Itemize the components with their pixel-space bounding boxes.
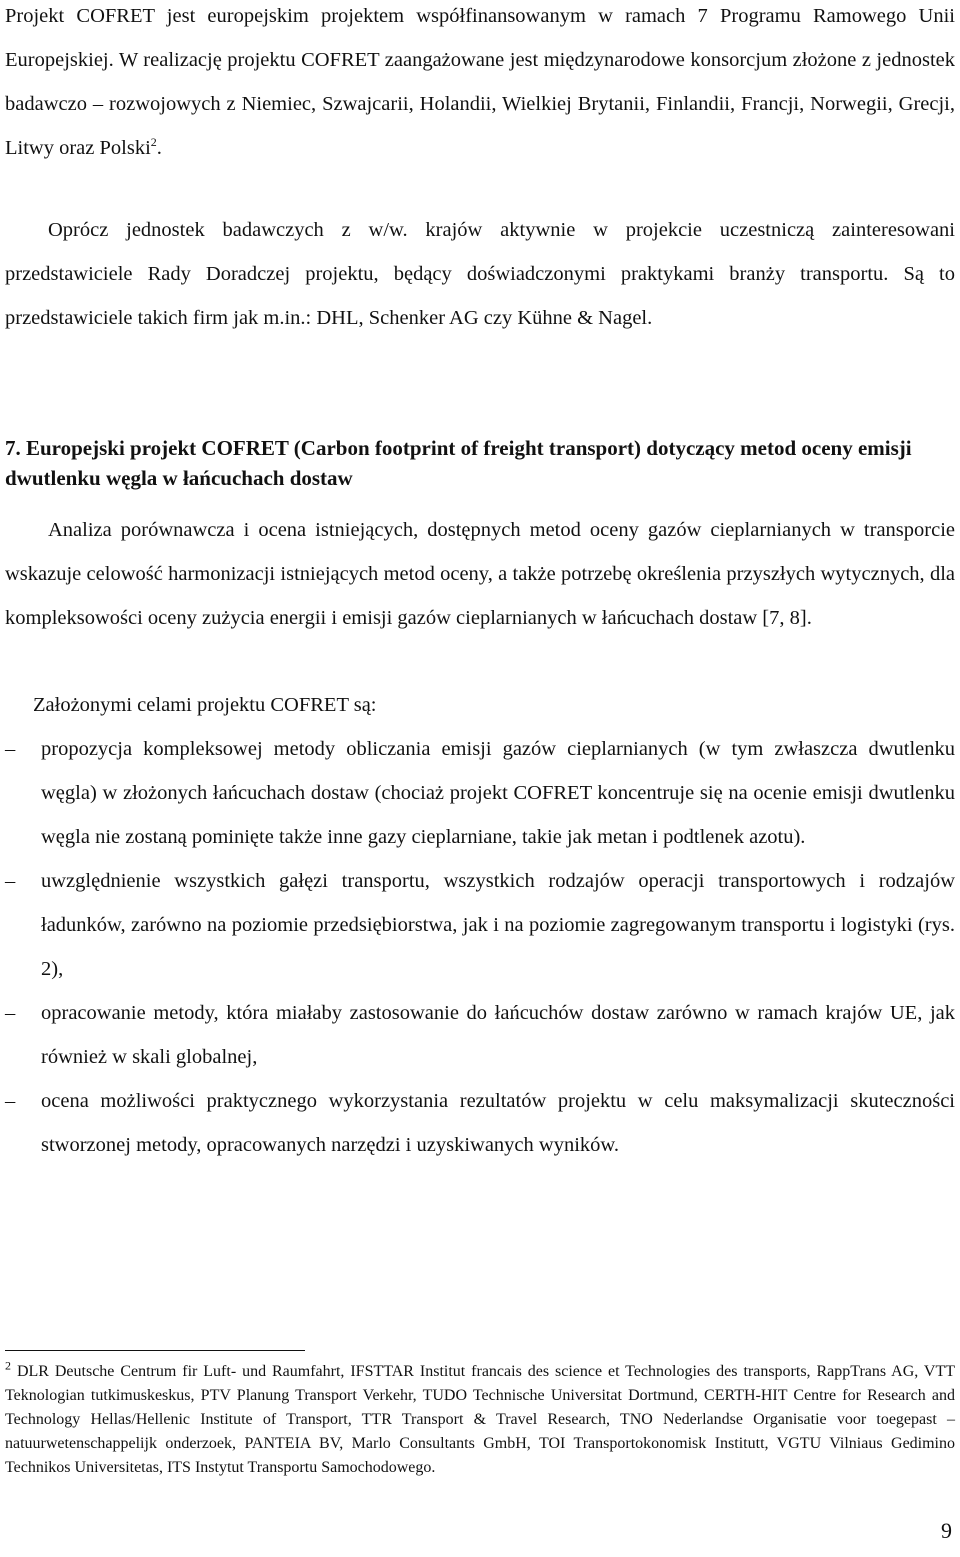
footnote-reference: 2	[150, 135, 157, 150]
page-number: 9	[941, 1518, 952, 1543]
list-item	[5, 1079, 955, 1167]
list-item	[5, 991, 955, 1079]
goals-intro: Założonymi celami projektu COFRET są:	[33, 694, 377, 716]
footnote-text: DLR Deutsche Centrum fir Luft- und Raumfahrt, IFSTTAR Institut francais des science et Technologies des transports, RappTrans AG, VTT Teknologian tutkimuskeskus, PTV Planung Transport Verkehr, TUDO Technische Universitat Dortmund, CERTH-HIT Centre for Research and Technology Hellas/Hellenic Institute of Transport, TTR Transport & Travel Research, TNO Nederlandse Organisatie voor toegepast – natuurwetenschappelijk onderzoek, PANTEIA BV, Marlo Consultants GmbH, TOI Transportokonomisk Institutt, VGTU Vilniaus Gedimino Technikos Universitetas, ITS Instytut Transportu Samochodowego.	[5, 1363, 956, 1476]
paragraph-analysis: Analiza porównawcza i ocena istniejących, dostępnych metod oceny gazów cieplarnianych w transporcie wskazuje celowość harmonizacji istniejących metod oceny, a także potrzebę określenia przyszłych wytycznych, dla kompleksowości oceny zużycia energii i emisji gazów cieplarnianych w łańcuchach dostaw [7, 8].	[5, 519, 955, 629]
list-item-text: uwzględnienie wszystkich gałęzi transportu, wszystkich rodzajów operacji transportowych i rodzajów ładunków, zarówno na poziomie przedsiębiorstwa, jak i na poziomie zagregowanym transportu i logistyki (rys. 2),	[41, 870, 955, 980]
list-item-text: opracowanie metody, która miałaby zastosowanie do łańcuchów dostaw zarówno w ramach krajów UE, jak również w skali globalnej,	[41, 1002, 955, 1068]
dash-bullet: –	[5, 738, 16, 760]
list-item-text: propozycja kompleksowej metody obliczania emisji gazów cieplarnianych (w tym zwłaszcza dwutlenku węgla) w złożonych łańcuchach dostaw (chociaż projekt COFRET koncentruje się na ocenie emisji dwutlenku węgla nie zostaną pominięte także inne gazy cieplarniane, takie jak metan i podtlenek azotu).	[41, 738, 955, 848]
dash-bullet: –	[5, 1090, 16, 1112]
goals-list	[5, 727, 955, 1167]
paragraph-intro-end: .	[156, 137, 162, 159]
footnote-mark: 2	[5, 1358, 11, 1373]
dash-bullet: –	[5, 1002, 16, 1024]
list-item	[5, 859, 955, 991]
paragraph-intro	[5, 0, 955, 170]
paragraph-intro-text: Projekt COFRET jest europejskim projektem współfinansowanym w ramach 7 Programu Ramowego Unii Europejskiej. W realizację projektu COFRET zaangażowane jest międzynarodowe konsorcjum złożone z jednostek badawczo – rozwojowych z Niemiec, Szwajcarii, Holandii, Wielkiej Brytanii, Finlandii, Francji, Norwegii, Grecji, Litwy oraz Polski	[5, 5, 955, 159]
paragraph-partners: Oprócz jednostek badawczych z w/w. krajów aktywnie w projekcie uczestniczą zainteresowani przedstawiciele Rady Doradczej projektu, będący doświadczonymi praktykami branży transportu. Są to przedstawiciele takich firm jak m.in.: DHL, Schenker AG czy Kühne & Nagel.	[5, 219, 955, 329]
list-item-text: ocena możliwości praktycznego wykorzystania rezultatów projektu w celu maksymalizacji skuteczności stworzonej metody, opracowanych narzędzi i uzyskiwanych wyników.	[41, 1090, 955, 1156]
dash-bullet: –	[5, 870, 16, 892]
list-item	[5, 727, 955, 859]
footnote-divider	[5, 1350, 305, 1351]
footnote	[5, 1360, 955, 1480]
section-heading: 7. Europejski projekt COFRET (Carbon footprint of freight transport) dotyczący metod oceny emisji dwutlenku węgla w łańcuchach dostaw	[5, 436, 912, 490]
